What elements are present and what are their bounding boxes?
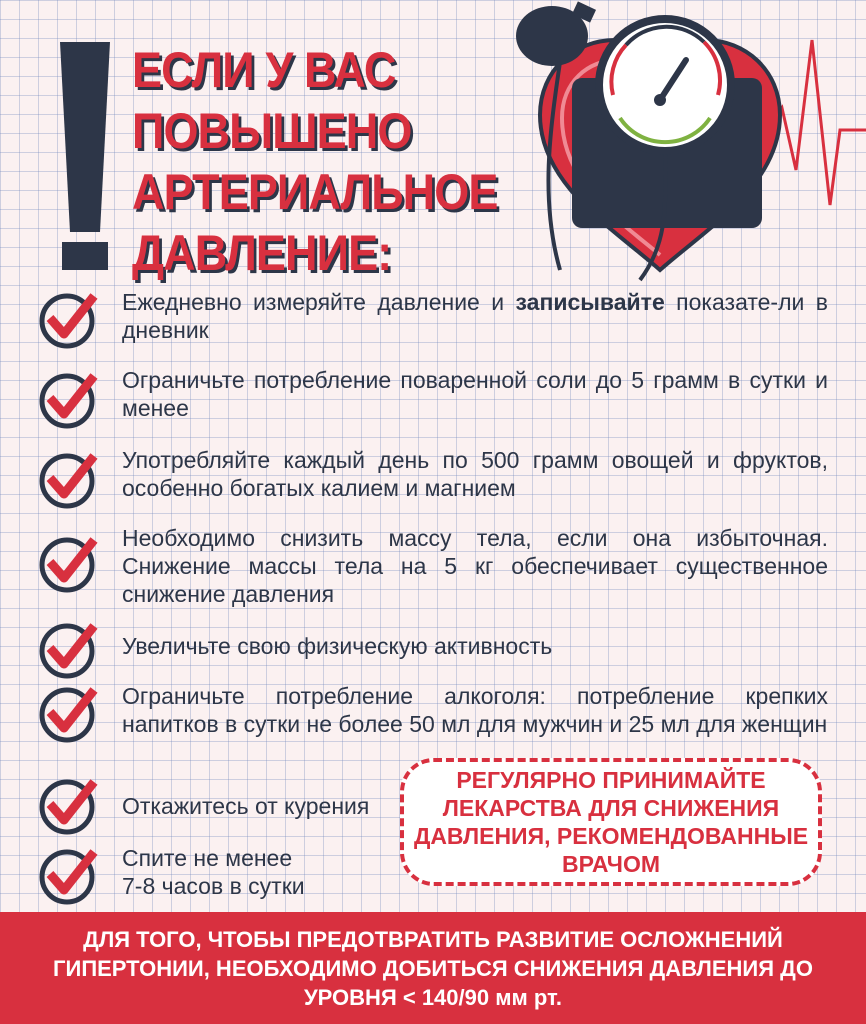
headline (132, 40, 498, 284)
tip-text: Откажитесь от курения (122, 793, 370, 819)
check-circle-icon (38, 844, 100, 906)
exclamation-dot (62, 242, 108, 270)
check-circle-icon (38, 288, 100, 350)
tip-text: Увеличьте свою физическую активность (122, 633, 553, 659)
tip-text-line: Спите не менее (122, 845, 293, 871)
check-circle-icon (38, 368, 100, 430)
tip-text: Употребляйте каждый день по 500 грамм овощей и фруктов, особенно богатых калием и магнием (122, 447, 828, 501)
tip-text-line: 7-8 часов в сутки (122, 873, 305, 899)
callout-text: РЕГУЛЯРНО ПРИНИМАЙТЕ ЛЕКАРСТВА ДЛЯ СНИЖЕНИЯ ДАВЛЕНИЯ, РЕКОМЕНДОВАННЫЕ ВРАЧОМ (413, 767, 809, 877)
headline-line: АРТЕРИАЛЬНОЕ (132, 164, 498, 220)
footer-text: ДЛЯ ТОГО, ЧТОБЫ ПРЕДОТВРАТИТЬ РАЗВИТИЕ ОСЛОЖНЕНИЙ ГИПЕРТОНИИ, НЕОБХОДИМО ДОБИТЬСЯ СНИЖЕНИЯ ДАВЛЕНИЯ ДО УРОВНЯ < 140/90 мм рт. (53, 926, 813, 1010)
check-circle-icon (38, 774, 100, 836)
check-circle-icon (38, 448, 100, 510)
tip-text: Ограничьте потребление поваренной соли до 5 грамм в сутки и менее (122, 367, 828, 421)
tip-text (122, 288, 828, 344)
headline-line: ПОВЫШЕНО (132, 103, 412, 159)
tip-text-part: показате-ли в дневник (122, 289, 828, 343)
headline-line: ДАВЛЕНИЕ: (132, 225, 392, 281)
medication-callout (400, 758, 822, 886)
tip-text: Необходимо снизить массу тела, если она избыточная. Снижение массы тела на 5 кг обеспечивает существенное снижение давления (122, 525, 828, 607)
headline-line: ЕСЛИ У ВАС (132, 42, 396, 98)
tip-text: Ограничьте потребление алкоголя: потребление крепких напитков в сутки не более 50 мл для мужчин и 25 мл для женщин (122, 683, 828, 737)
check-circle-icon (38, 532, 100, 594)
tip-text (122, 844, 382, 900)
check-circle-icon (38, 618, 100, 680)
tip-text-part: Ежедневно измеряйте давление и (122, 289, 516, 315)
blood-pressure-monitor-heart-icon (500, 0, 866, 285)
tip-text-bold: записывайте (515, 289, 665, 315)
check-circle-icon (38, 682, 100, 744)
footer-banner (0, 912, 866, 1024)
gauge-icon (599, 19, 731, 151)
exclamation-bar (60, 42, 110, 232)
